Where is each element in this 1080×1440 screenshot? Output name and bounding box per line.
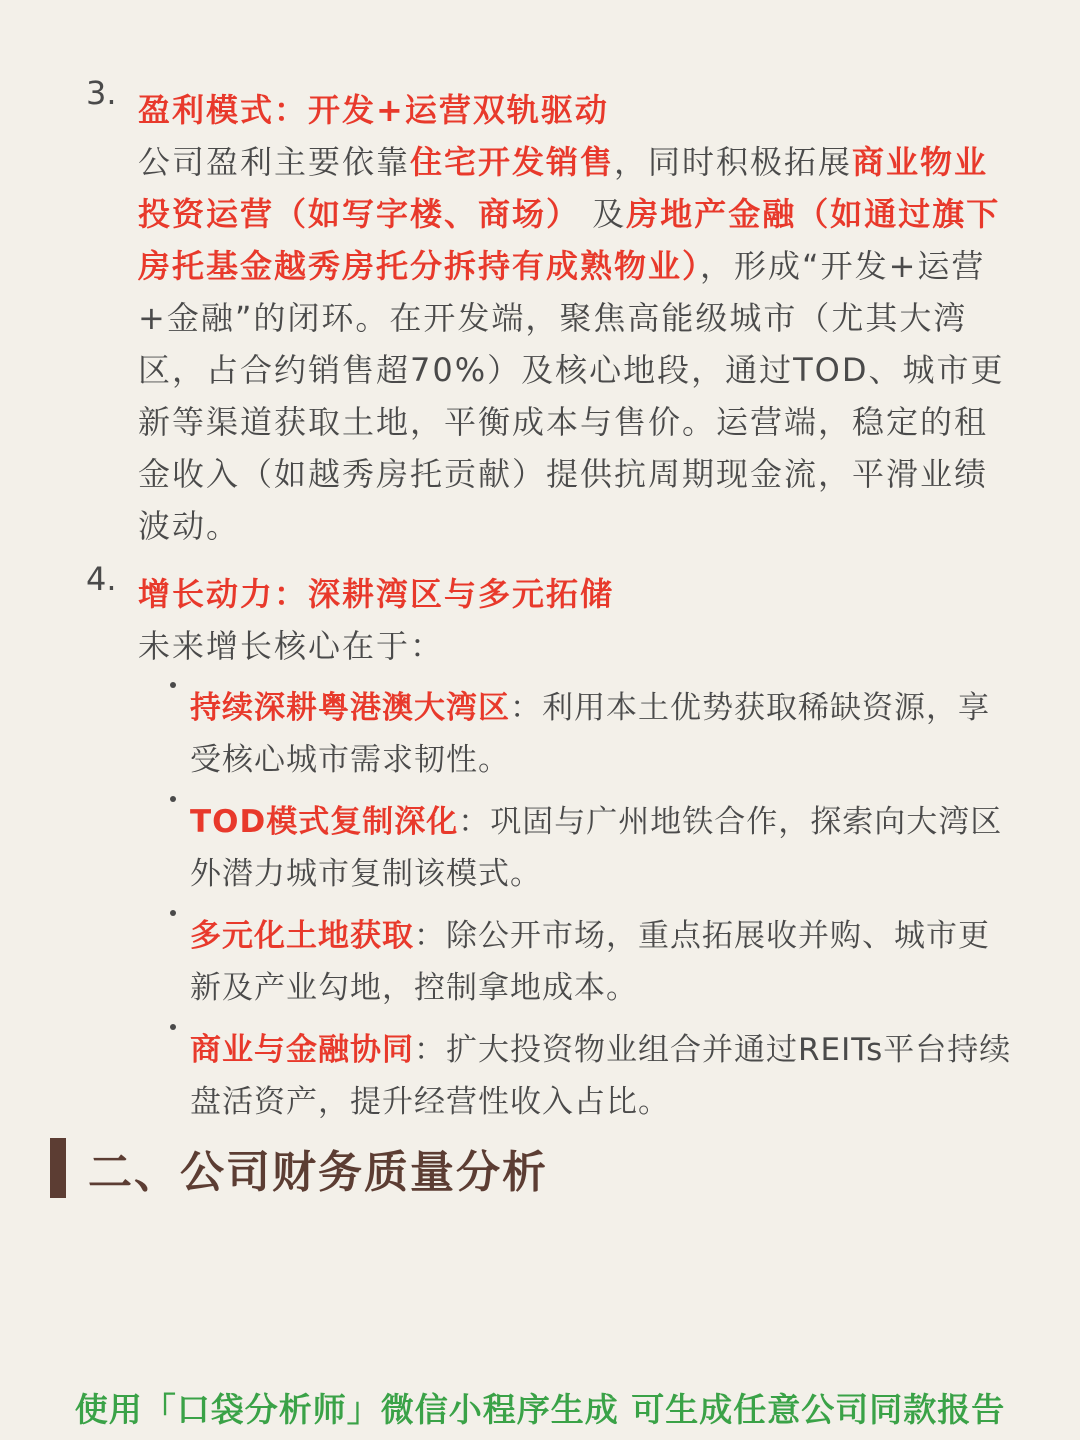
- footer-promo: 使用「口袋分析师」微信小程序生成 可生成任意公司同款报告: [74, 1390, 1006, 1429]
- item3-paragraph: [138, 136, 1018, 552]
- item4-number: 4.: [86, 560, 117, 598]
- bullet-text: ：巩固与广州地铁合作，探索向大湾区外潜力城市复制该模式。: [190, 804, 1003, 892]
- bullet-title: 商业与金融协同: [190, 1032, 414, 1068]
- item3-seg-highlight: 房地产金融（如通过旗下房托基金越秀房托分拆持有成熟物业）: [138, 195, 1001, 285]
- item3-seg: 公司盈利主要依靠: [138, 143, 411, 181]
- item4-intro: 未来增长核心在于：: [138, 627, 445, 665]
- bullet-dot-icon: [170, 910, 176, 916]
- item3-seg: 及: [580, 195, 627, 233]
- bullet-title: 持续深耕粤港澳大湾区: [190, 690, 510, 726]
- item3-block: [138, 84, 1018, 552]
- list-item: [190, 682, 1020, 786]
- bullet-dot-icon: [170, 796, 176, 802]
- list-item: [190, 910, 1020, 1014]
- item3-seg-highlight: 住宅开发销售: [410, 143, 615, 181]
- item3-seg: ，同时积极拓展: [614, 143, 853, 181]
- item3-seg-highlight: 商业物业投资运营（如写字楼、商场）: [138, 143, 989, 233]
- section-header: [50, 1136, 548, 1200]
- list-item: [190, 796, 1020, 900]
- bullet-text: ：除公开市场，重点拓展收并购、城市更新及产业勾地，控制拿地成本。: [190, 918, 990, 1006]
- bullet-title: 多元化土地获取: [190, 918, 414, 954]
- bullet-title: TOD模式复制深化: [190, 804, 459, 840]
- bullet-text: ：利用本土优势获取稀缺资源，享受核心城市需求韧性。: [190, 690, 990, 778]
- item4-bullet-list: [190, 682, 1020, 1138]
- section-title: 二、公司财务质量分析: [88, 1147, 548, 1198]
- bullet-text: ：扩大投资物业组合并通过REITs平台持续盘活资产，提升经营性收入占比。: [190, 1032, 1012, 1120]
- item3-heading: 盈利模式：开发+运营双轨驱动: [138, 91, 609, 129]
- item4-heading: 增长动力：深耕湾区与多元拓储: [138, 575, 615, 613]
- bullet-dot-icon: [170, 1024, 176, 1030]
- item3-number: 3.: [86, 74, 117, 112]
- list-item: [190, 1024, 1020, 1128]
- section-bar-icon: [50, 1138, 66, 1198]
- item3-seg: ，形成“开发+运营+金融”的闭环。在开发端，聚焦高能级城市（尤其大湾区，占合约销售超70%）及核心地段，通过TOD、城市更新等渠道获取土地，平衡成本与售价。运营端，稳定的租金收入（如越秀房托贡献）提供抗周期现金流，平滑业绩波动。: [138, 247, 1005, 545]
- item4-block: [138, 568, 1018, 672]
- bullet-dot-icon: [170, 682, 176, 688]
